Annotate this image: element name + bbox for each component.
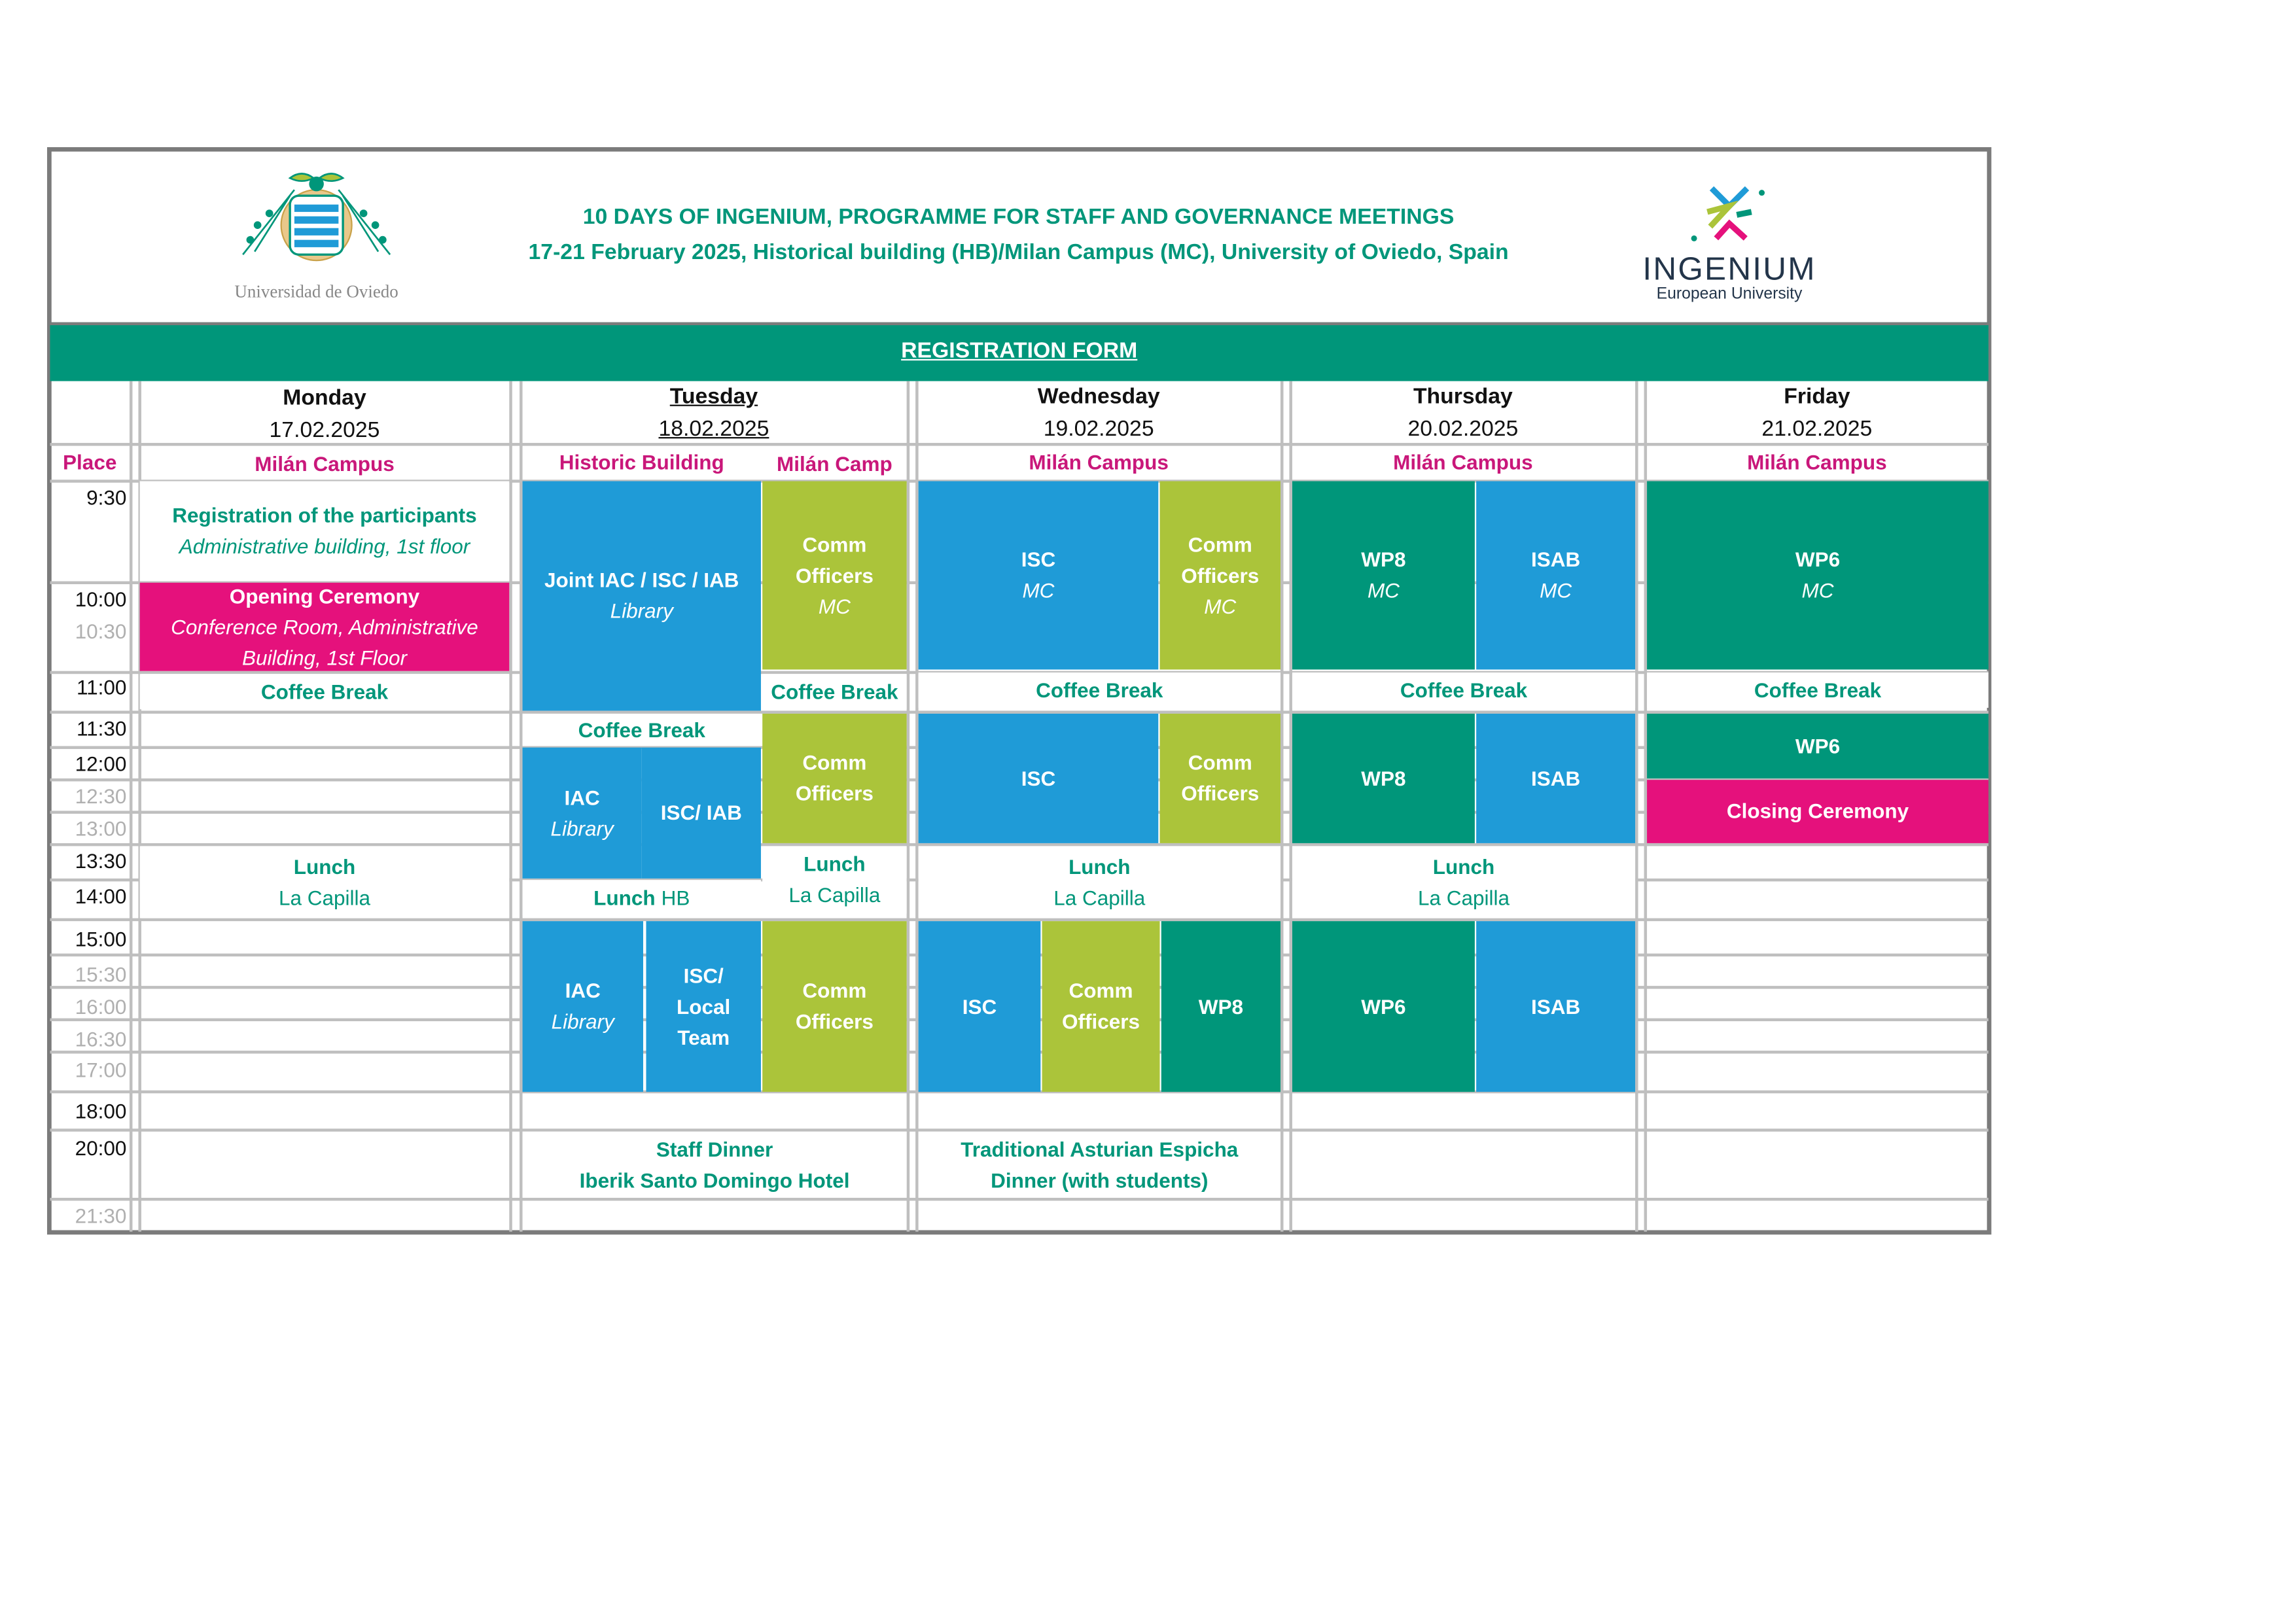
thu-isab-am: ISAB MC (1476, 481, 1635, 670)
thu-wp6-pm: WP6 (1292, 921, 1475, 1092)
place-monday: Milán Campus (255, 451, 395, 475)
wed-comm-officers-am: Comm Officers MC (1160, 481, 1280, 670)
page-subtitle: 17-21 February 2025, Historical building (HB)/Milan Campus (MC), University of Oviedo, Spain (528, 239, 1509, 265)
tue-comm-officers-am: Comm Officers MC (762, 481, 906, 670)
time-1230: 12:30 (75, 784, 127, 808)
tue-comm-officers-midday: Comm Officers (762, 714, 906, 843)
university-of-oviedo-logo (213, 166, 419, 306)
grid-column-line (509, 381, 512, 1232)
grid-row-line (50, 1198, 1988, 1200)
ingenium-name: INGENIUM (1642, 250, 1816, 287)
tue-coffee-break-mc: Coffee Break (762, 674, 906, 709)
grid-column-line (907, 381, 910, 1232)
fri-closing-ceremony: Closing Ceremony (1647, 780, 1988, 843)
thu-isab-pm: ISAB (1476, 921, 1635, 1092)
tue-iac-library: IAC Library (523, 748, 642, 879)
tue-isc-local-team: ISC/ Local Team (646, 921, 760, 1092)
day-header-thursday: Thursday 20.02.2025 (1407, 384, 1519, 442)
time-1130: 11:30 (76, 716, 127, 741)
wed-isc-pm: ISC (919, 921, 1041, 1092)
place-wednesday: Milán Campus (1029, 449, 1169, 474)
time-1600: 16:00 (75, 994, 127, 1019)
time-1630: 16:30 (75, 1027, 127, 1051)
time-1330: 13:30 (75, 848, 127, 873)
tue-iac-pm: IAC Library (523, 921, 643, 1092)
tue-joint-session: Joint IAC / ISC / IAB Library (523, 481, 761, 711)
time-1500: 15:00 (75, 927, 127, 951)
wed-comm-officers-midday: Comm Officers (1160, 714, 1280, 843)
mon-registration: Registration of the participants Administrative building, 1st floor (140, 481, 510, 582)
wed-isc-midday: ISC (919, 714, 1159, 843)
thu-wp8-am: WP8 MC (1292, 481, 1475, 670)
time-1000: 10:00 (75, 587, 127, 611)
time-1200: 12:00 (75, 752, 127, 776)
day-header-monday: Monday 17.02.2025 (269, 385, 380, 444)
wed-wp8-pm: WP8 (1161, 921, 1280, 1092)
mon-coffee-break: Coffee Break (140, 674, 510, 709)
tue-coffee-break-hb: Coffee Break (523, 714, 761, 746)
time-2130: 21:30 (75, 1204, 127, 1227)
place-label: Place (63, 450, 117, 474)
oviedo-caption: Universidad de Oviedo (234, 281, 398, 302)
fri-coffee-break: Coffee Break (1647, 672, 1988, 708)
tue-lunch-hb: Lunch HB (523, 880, 761, 915)
place-tuesday-hb: Historic Building (559, 449, 724, 474)
ingenium-mark-icon (1619, 179, 1839, 247)
oviedo-crest-icon (213, 166, 419, 284)
wed-comm-officers-pm: Comm Officers (1042, 921, 1160, 1092)
thu-coffee-break: Coffee Break (1292, 672, 1635, 708)
fri-wp6-am: WP6 MC (1647, 481, 1988, 670)
ingenium-logo (1619, 179, 1839, 311)
ingenium-sub: European University (1656, 285, 1803, 304)
day-header-tuesday: Tuesday 18.02.2025 (658, 384, 769, 442)
tue-staff-dinner: Staff Dinner Iberik Santo Domingo Hotel (523, 1132, 907, 1198)
tue-isc-iab: ISC/ IAB (642, 748, 761, 879)
thu-isab-midday: ISAB (1476, 714, 1635, 843)
wed-lunch: Lunch La Capilla (919, 846, 1280, 918)
page-title: 10 DAYS OF INGENIUM, PROGRAMME FOR STAFF AND GOVERNANCE MEETINGS (582, 204, 1455, 230)
time-1400: 14:00 (75, 884, 127, 908)
wed-coffee-break: Coffee Break (919, 672, 1280, 708)
thu-wp8-midday: WP8 (1292, 714, 1475, 843)
time-1530: 15:30 (75, 962, 127, 986)
day-header-friday: Friday 21.02.2025 (1761, 384, 1873, 442)
time-1030: 10:30 (75, 619, 127, 643)
time-2000: 20:00 (75, 1136, 127, 1160)
place-thursday: Milán Campus (1393, 449, 1533, 474)
grid-column-line (1635, 381, 1638, 1232)
place-friday: Milán Campus (1747, 449, 1887, 474)
time-1100: 11:00 (76, 675, 127, 699)
mon-opening-ceremony: Opening Ceremony Conference Room, Administrative Building, 1st Floor (140, 583, 510, 671)
time-0930: 9:30 (86, 485, 127, 510)
day-header-wednesday: Wednesday 19.02.2025 (1037, 384, 1160, 442)
tue-comm-officers-pm: Comm Officers (762, 921, 906, 1092)
time-1300: 13:00 (75, 816, 127, 841)
tue-lunch-mc: Lunch La Capilla (762, 846, 906, 913)
time-1800: 18:00 (75, 1099, 127, 1123)
registration-form-link[interactable]: REGISTRATION FORM (901, 338, 1138, 364)
fri-wp6-midday: WP6 (1647, 714, 1988, 778)
place-tuesday-mc: Milán Camp (777, 451, 892, 475)
grid-column-line (1280, 381, 1283, 1232)
wed-espicha: Traditional Asturian Espicha Dinner (with students) (919, 1132, 1280, 1198)
grid-column-line (130, 381, 132, 1232)
mon-lunch: Lunch La Capilla (140, 846, 510, 918)
time-1700: 17:00 (75, 1058, 127, 1082)
wed-isc-am: ISC MC (919, 481, 1159, 670)
thu-lunch: Lunch La Capilla (1292, 846, 1635, 918)
